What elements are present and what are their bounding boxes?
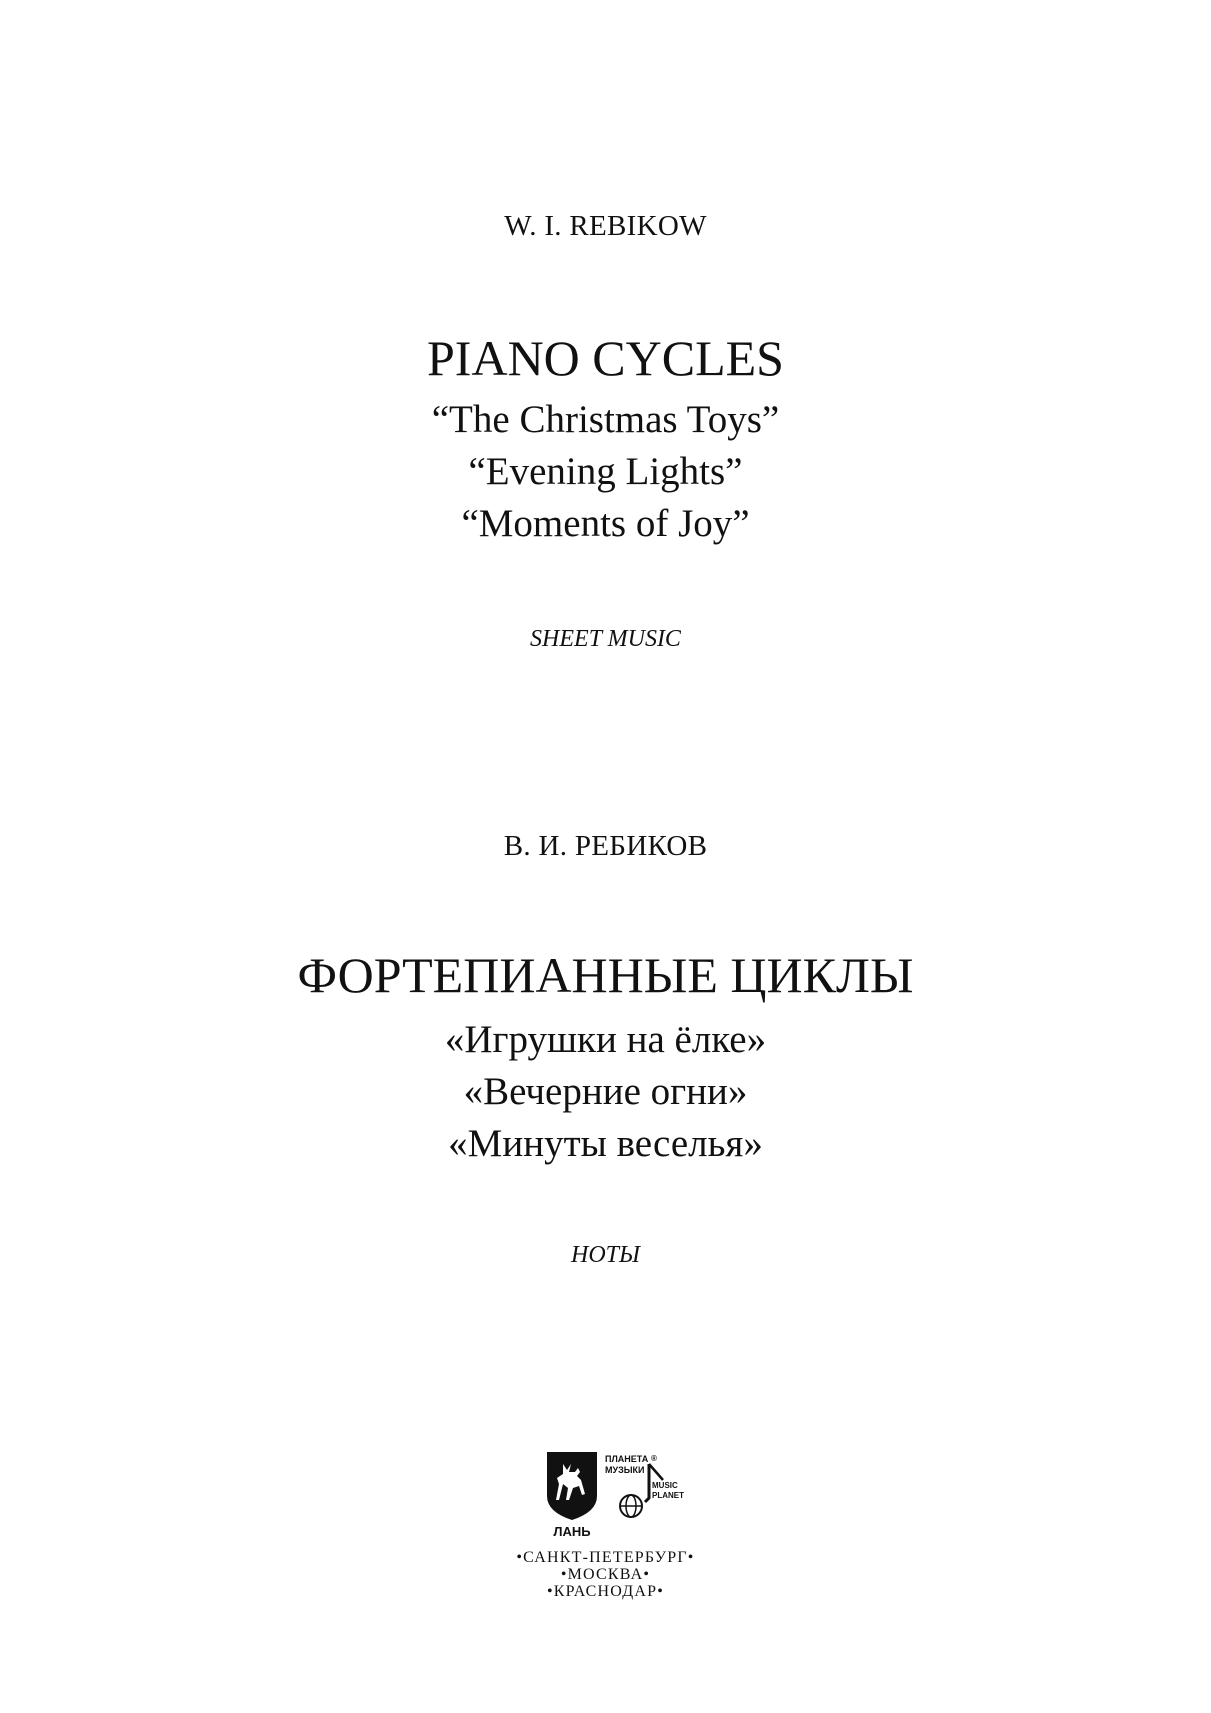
subtitle-english: “The Christmas Toys” <box>431 398 780 441</box>
book-title-english: PIANO CYCLES <box>427 330 784 386</box>
subtitle-english: “Evening Lights” <box>468 450 743 493</box>
book-title-russian: ФОРТЕПИАННЫЕ ЦИКЛЫ <box>297 947 914 1003</box>
music-logo-line1: MUSIC <box>652 1481 678 1490</box>
publisher-logo <box>545 1450 685 1540</box>
publisher-city: •КРАСНОДАР• <box>546 1583 665 1600</box>
publisher-city: •САНКТ-ПЕТЕРБУРГ• <box>516 1549 695 1566</box>
planeta-logo-line1: ПЛАНЕТА <box>605 1454 649 1464</box>
author-name-english: W. I. REBIKOW <box>504 210 707 242</box>
registered-mark: ® <box>651 1454 657 1463</box>
subtitle-english: “Moments of Joy” <box>461 502 750 545</box>
music-logo-line2: PLANET <box>652 1491 684 1500</box>
genre-label-russian: НОТЫ <box>571 1242 640 1268</box>
publisher-city: •МОСКВА• <box>560 1566 651 1583</box>
genre-label-english: SHEET MUSIC <box>530 626 681 652</box>
deer-emblem-icon <box>547 1452 597 1539</box>
subtitle-russian: «Игрушки на ёлке» <box>444 1018 767 1061</box>
music-note-globe-icon <box>605 1454 684 1517</box>
subtitle-russian: «Минуты веселья» <box>448 1122 763 1165</box>
lan-logo-text: ЛАНЬ <box>553 1524 591 1539</box>
author-name-russian: В. И. РЕБИКОВ <box>503 830 708 862</box>
subtitle-russian: «Вечерние огни» <box>463 1070 748 1113</box>
planeta-logo-line2: МУЗЫКИ <box>605 1465 645 1475</box>
